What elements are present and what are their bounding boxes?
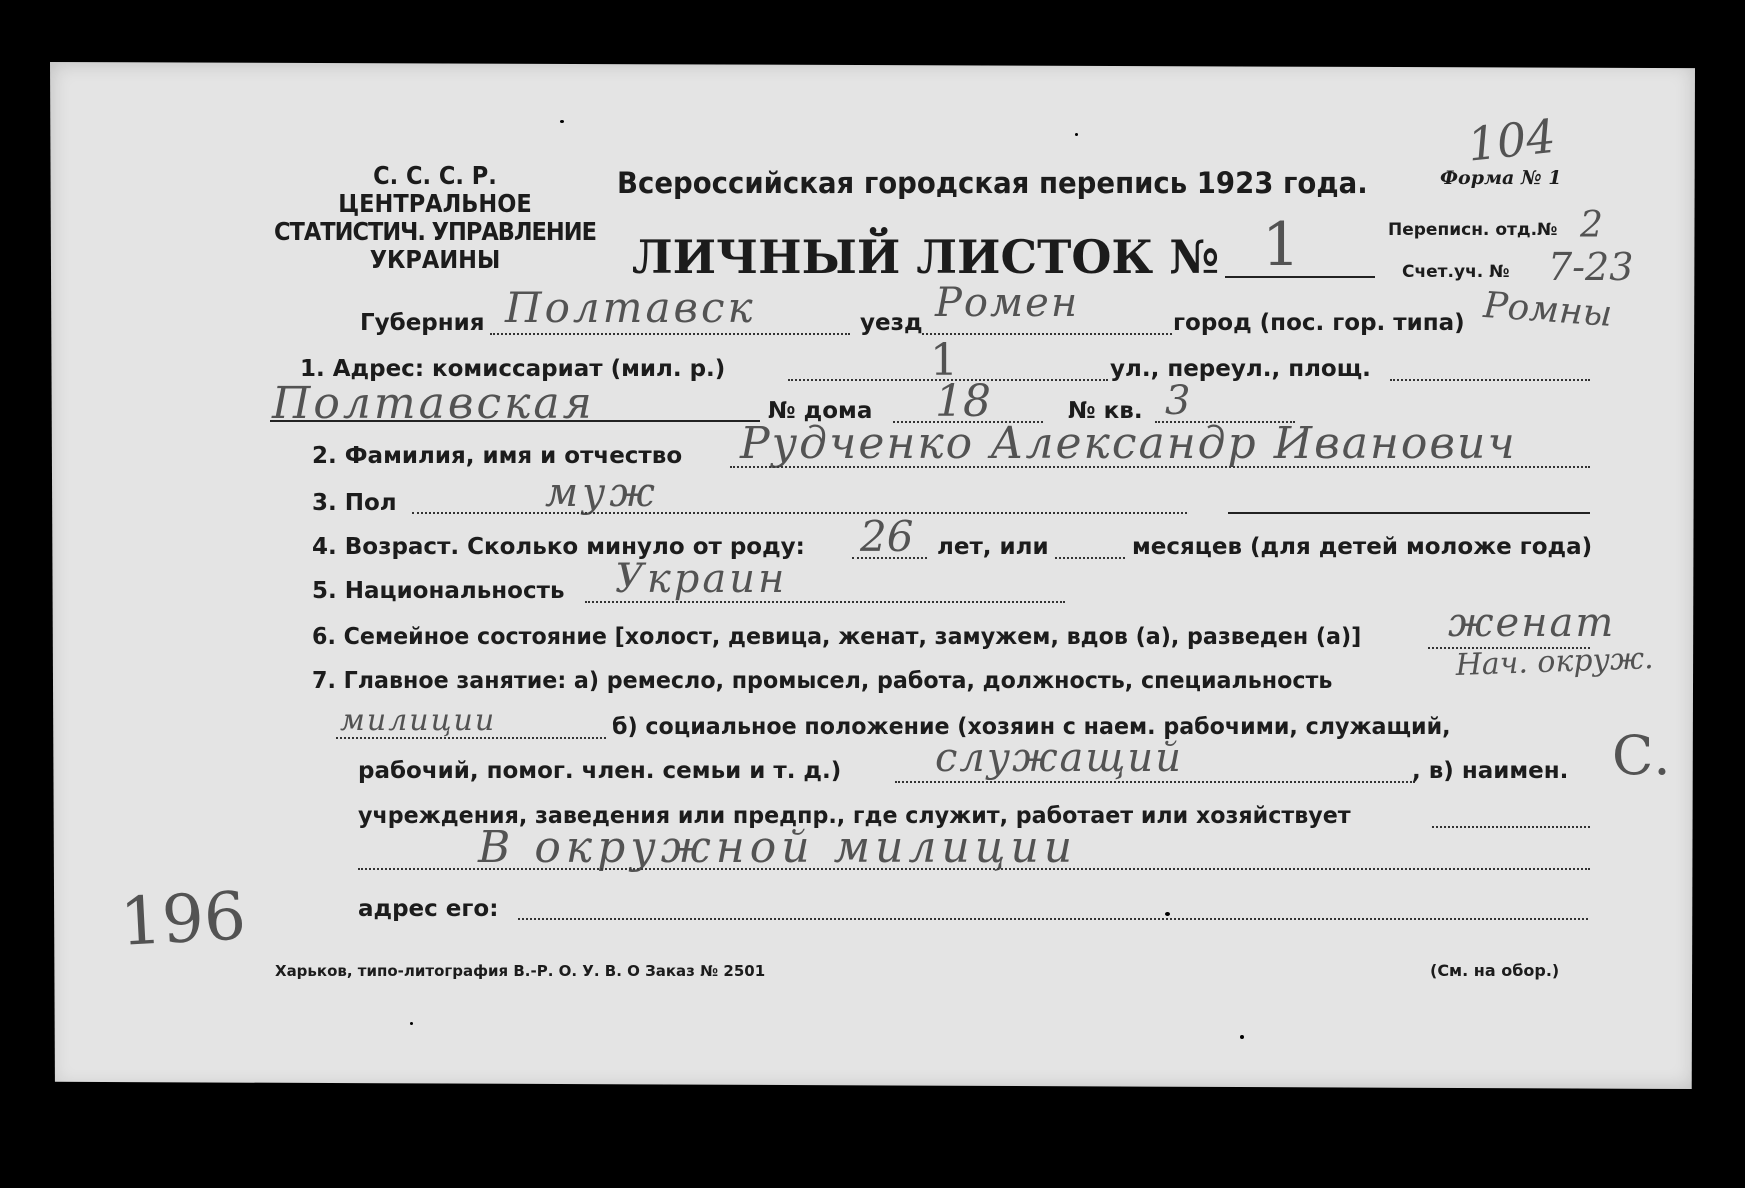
sheet-number: 1 bbox=[1262, 210, 1301, 280]
social-label: б) социальное положение (хозяин с наем. рабочими, служащий, bbox=[612, 714, 1451, 740]
printer-line: Харьков, типо-литография В.-Р. О. У. В. О Заказ № 2501 bbox=[275, 962, 766, 980]
margin-mark: С. bbox=[1612, 724, 1671, 787]
form-label: Форма № 1 bbox=[1440, 167, 1562, 189]
name-label: 2. Фамилия, имя и отчество bbox=[312, 443, 683, 469]
apt-value: 3 bbox=[1165, 378, 1191, 424]
age-value: 26 bbox=[860, 512, 914, 561]
sheet-title: ЛИЧНЫЙ ЛИСТОК № bbox=[632, 230, 1220, 284]
occupation-label: 7. Главное занятие: а) ремесло, промысел, работа, должность, специальность bbox=[312, 668, 1333, 694]
occupation-value-2: милиции bbox=[340, 703, 497, 738]
social-label-2: рабочий, помог. член. семьи и т. д.) bbox=[358, 758, 842, 784]
sex-value: муж bbox=[545, 470, 659, 516]
house-value: 18 bbox=[935, 376, 991, 427]
inst-address-label: адрес его: bbox=[358, 896, 499, 922]
see-reverse: (См. на обор.) bbox=[1430, 961, 1560, 980]
city-value: Ромны bbox=[1482, 285, 1614, 335]
county-label: уезд bbox=[860, 310, 923, 336]
marital-label: 6. Семейное состояние [холост, девица, женат, замужем, вдов (а), разведен (а)] bbox=[312, 624, 1362, 650]
age-label: 4. Возраст. Сколько минуло от роду: bbox=[312, 534, 805, 560]
province-value: Полтавск bbox=[505, 283, 756, 332]
institution-value: В окружной милиции bbox=[478, 822, 1078, 873]
agency-block bbox=[265, 162, 605, 274]
sex-label: 3. Пол bbox=[312, 490, 397, 516]
street-label: ул., переул., площ. bbox=[1110, 356, 1371, 382]
house-label: № дома bbox=[768, 398, 873, 424]
nationality-value: Украин bbox=[615, 556, 788, 602]
commissariat-value: 1 bbox=[930, 335, 958, 386]
street-value: Полтавская bbox=[272, 378, 595, 429]
institution-label-a: , в) наимен. bbox=[1412, 758, 1569, 784]
left-margin-number: 196 bbox=[118, 877, 248, 961]
social-value: служащий bbox=[935, 735, 1183, 781]
agency-line-1: С. С. С. Р. bbox=[373, 161, 497, 190]
corner-number: 104 bbox=[1465, 108, 1558, 172]
apt-label: № кв. bbox=[1068, 398, 1143, 424]
address-label: 1. Адрес: комиссариат (мил. р.) bbox=[300, 356, 726, 382]
county-value: Ромен bbox=[935, 280, 1080, 326]
age-years-label: лет, или bbox=[937, 534, 1049, 560]
census-title: Всероссийская городская перепись 1923 года. bbox=[617, 166, 1368, 200]
age-months-label: месяцев (для детей моложе года) bbox=[1132, 534, 1593, 560]
agency-line-3: СТАТИСТИЧ. УПРАВЛЕНИЕ bbox=[274, 217, 596, 246]
institution-label: учреждения, заведения или предпр., где служит, работает или хозяйствует bbox=[358, 803, 1351, 829]
census-dept-label: Переписн. отд.№ bbox=[1388, 220, 1558, 240]
occupation-value: Нач. окруж. bbox=[1455, 641, 1655, 683]
nationality-label: 5. Национальность bbox=[312, 578, 565, 604]
name-value: Рудченко Александр Иванович bbox=[740, 418, 1517, 469]
province-label: Губерния bbox=[360, 310, 485, 336]
agency-line-4: УКРАИНЫ bbox=[369, 245, 501, 274]
census-dept-value: 2 bbox=[1580, 205, 1603, 246]
marital-value: женат bbox=[1448, 600, 1616, 646]
count-district-label: Счет.уч. № bbox=[1402, 262, 1510, 282]
count-district-value: 7-23 bbox=[1548, 245, 1634, 289]
agency-line-2: ЦЕНТРАЛЬНОЕ bbox=[338, 189, 532, 218]
city-label: город (пос. гор. типа) bbox=[1173, 310, 1465, 336]
